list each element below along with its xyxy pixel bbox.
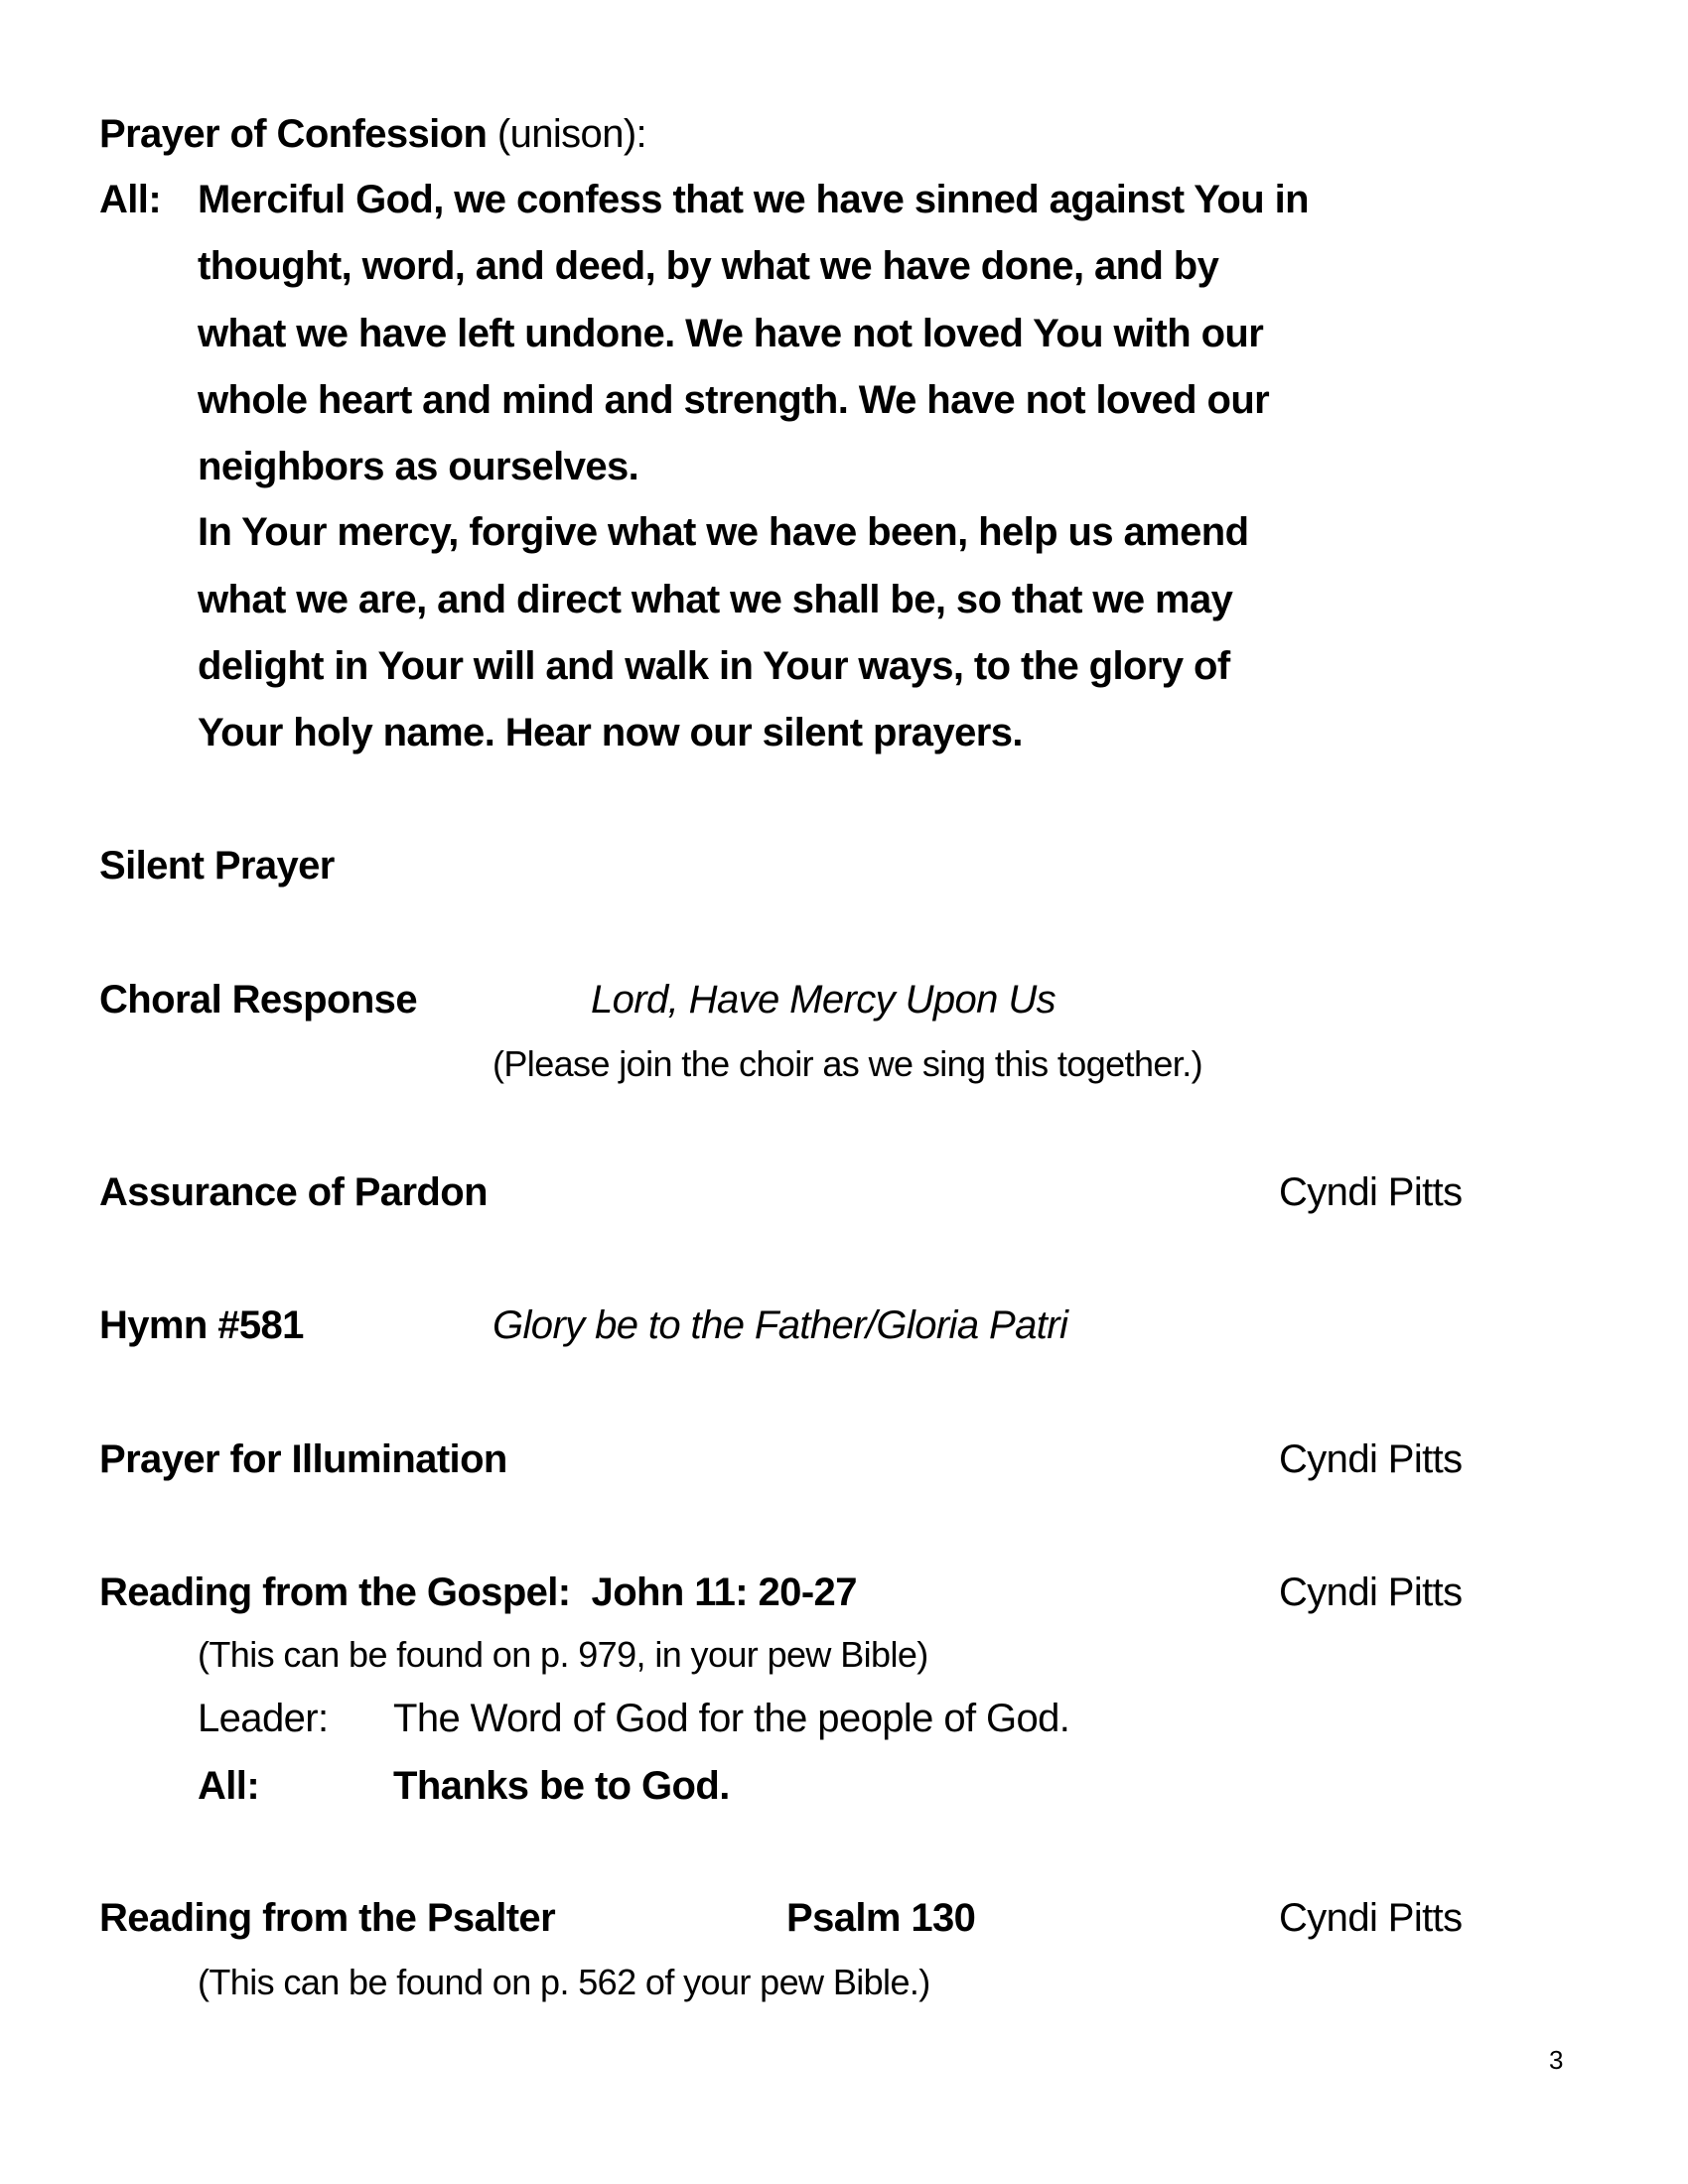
choral-response-title: Choral Response: [99, 978, 417, 1022]
gospel-leader: Cyndi Pitts: [1279, 1570, 1463, 1614]
confession-line: Your holy name. Hear now our silent prayers.: [198, 711, 1023, 754]
choral-response-note: (Please join the choir as we sing this together.): [492, 1043, 1202, 1084]
response-leader-text: The Word of God for the people of God.: [393, 1697, 1070, 1740]
choral-response-piece: Lord, Have Mercy Upon Us: [591, 978, 1056, 1022]
gospel-title: Reading from the Gospel: John 11: 20-27: [99, 1570, 857, 1614]
confession-note: (unison):: [496, 112, 647, 156]
confession-line: In Your mercy, forgive what we have been, help us amend: [198, 510, 1249, 554]
response-leader-label: Leader:: [198, 1697, 329, 1740]
confession-line: neighbors as ourselves.: [198, 445, 639, 488]
assurance-title: Assurance of Pardon: [99, 1170, 488, 1214]
confession-line: thought, word, and deed, by what we have done, and by: [198, 244, 1219, 288]
page-number: 3: [1549, 2045, 1563, 2075]
confession-line: Merciful God, we confess that we have sinned against You in: [198, 178, 1309, 221]
assurance-leader: Cyndi Pitts: [1279, 1170, 1463, 1214]
confession-heading: [99, 109, 646, 159]
response-all-label: All:: [198, 1764, 260, 1808]
psalter-note: (This can be found on p. 562 of your pew Bible.): [198, 1962, 930, 2002]
psalter-title: Reading from the Psalter: [99, 1896, 556, 1940]
illumination-leader: Cyndi Pitts: [1279, 1437, 1463, 1481]
psalter-passage: Psalm 130: [786, 1896, 976, 1940]
confession-line: whole heart and mind and strength. We have not loved our: [198, 378, 1270, 422]
psalter-leader: Cyndi Pitts: [1279, 1896, 1463, 1940]
hymn-title: Hymn #581: [99, 1303, 304, 1347]
confession-speaker: All:: [99, 178, 162, 221]
response-all-text: Thanks be to God.: [393, 1764, 730, 1808]
silent-prayer-title: Silent Prayer: [99, 844, 335, 887]
confession-line: what we have left undone. We have not loved You with our: [198, 312, 1264, 355]
confession-line: delight in Your will and walk in Your ways, to the glory of: [198, 644, 1230, 688]
hymn-piece: Glory be to the Father/Gloria Patri: [492, 1303, 1068, 1347]
gospel-note: (This can be found on p. 979, in your pew Bible): [198, 1634, 928, 1675]
confession-line: what we are, and direct what we shall be, so that we may: [198, 578, 1233, 621]
illumination-title: Prayer for Illumination: [99, 1437, 507, 1481]
confession-title: Prayer of Confession: [99, 112, 488, 156]
